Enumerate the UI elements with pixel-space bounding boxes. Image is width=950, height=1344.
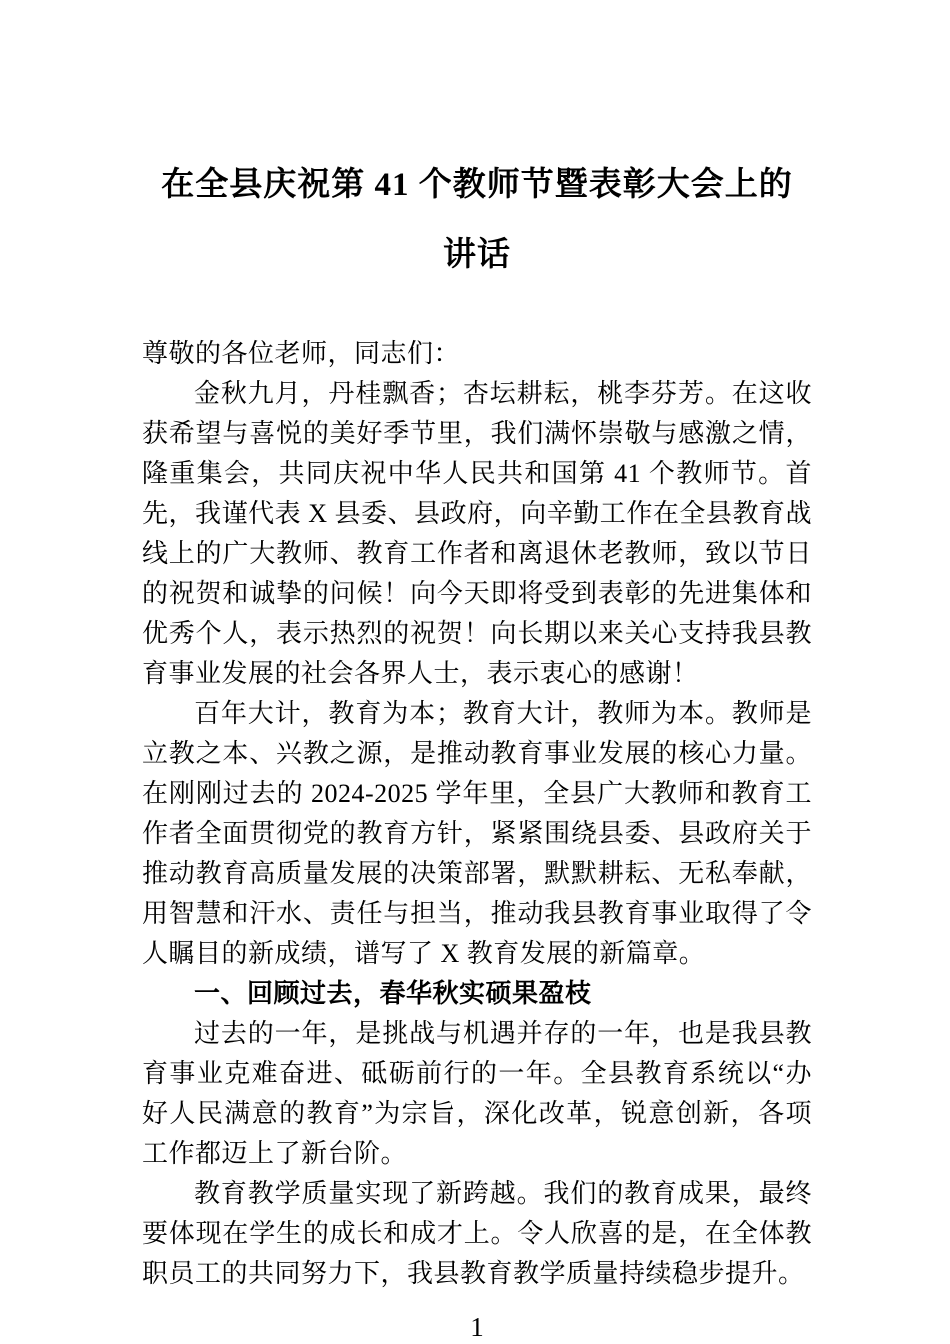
paragraph-past-year: 过去的一年，是挑战与机遇并存的一年，也是我县教育事业克难奋进、砥砺前行的一年。全县教育系统以“办好人民满意的教育”为宗旨，深化改革，锐意创新，各项工作都迈上了新台阶。	[142, 1019, 812, 1168]
title-line-2: 讲话	[443, 237, 511, 273]
salutation-line: 尊敬的各位老师，同志们：	[142, 339, 461, 368]
section-heading-review-past: 一、回顾过去，春华秋实硕果盈枝	[194, 979, 592, 1008]
title-line-1: 在全县庆祝第 41 个教师节暨表彰大会上的	[161, 167, 793, 203]
document-body	[142, 334, 812, 1294]
page-number: 1	[470, 1312, 484, 1342]
paragraph-opening-greeting: 金秋九月，丹桂飘香；杏坛耕耘，桃李芬芳。在这收获希望与喜悦的美好季节里，我们满怀崇敬与感激之情，隆重集会，共同庆祝中华人民共和国第 41 个教师节。首先，我谨代表 X 县委、县政府，向辛勤工作在全县教育战线上的广大教师、教育工作者和离退休老教师，致以节日的祝贺和诚挚的问候！向今天即将受到表彰的先进集体和优秀个人，表示热烈的祝贺！向长期以来关心支持我县教育事业发展的社会各界人士，表示衷心的感谢！	[142, 379, 812, 688]
paragraph-teaching-quality: 教育教学质量实现了新跨越。我们的教育成果，最终要体现在学生的成长和成才上。令人欣喜的是，在全体教职员工的共同努力下，我县教育教学质量持续稳步提升。	[142, 1179, 812, 1288]
paragraph-teachers-foundation: 百年大计，教育为本；教育大计，教师为本。教师是立教之本、兴教之源，是推动教育事业发展的核心力量。在刚刚过去的 2024-2025 学年里，全县广大教师和教育工作者全面贯彻党的教育方针，紧紧围绕县委、县政府关于推动教育高质量发展的决策部署，默默耕耘、无私奉献，用智慧和汗水、责任与担当，推动我县教育事业取得了令人瞩目的新成绩，谱写了 X 教育发展的新篇章。	[142, 699, 812, 968]
document-title	[142, 150, 812, 290]
